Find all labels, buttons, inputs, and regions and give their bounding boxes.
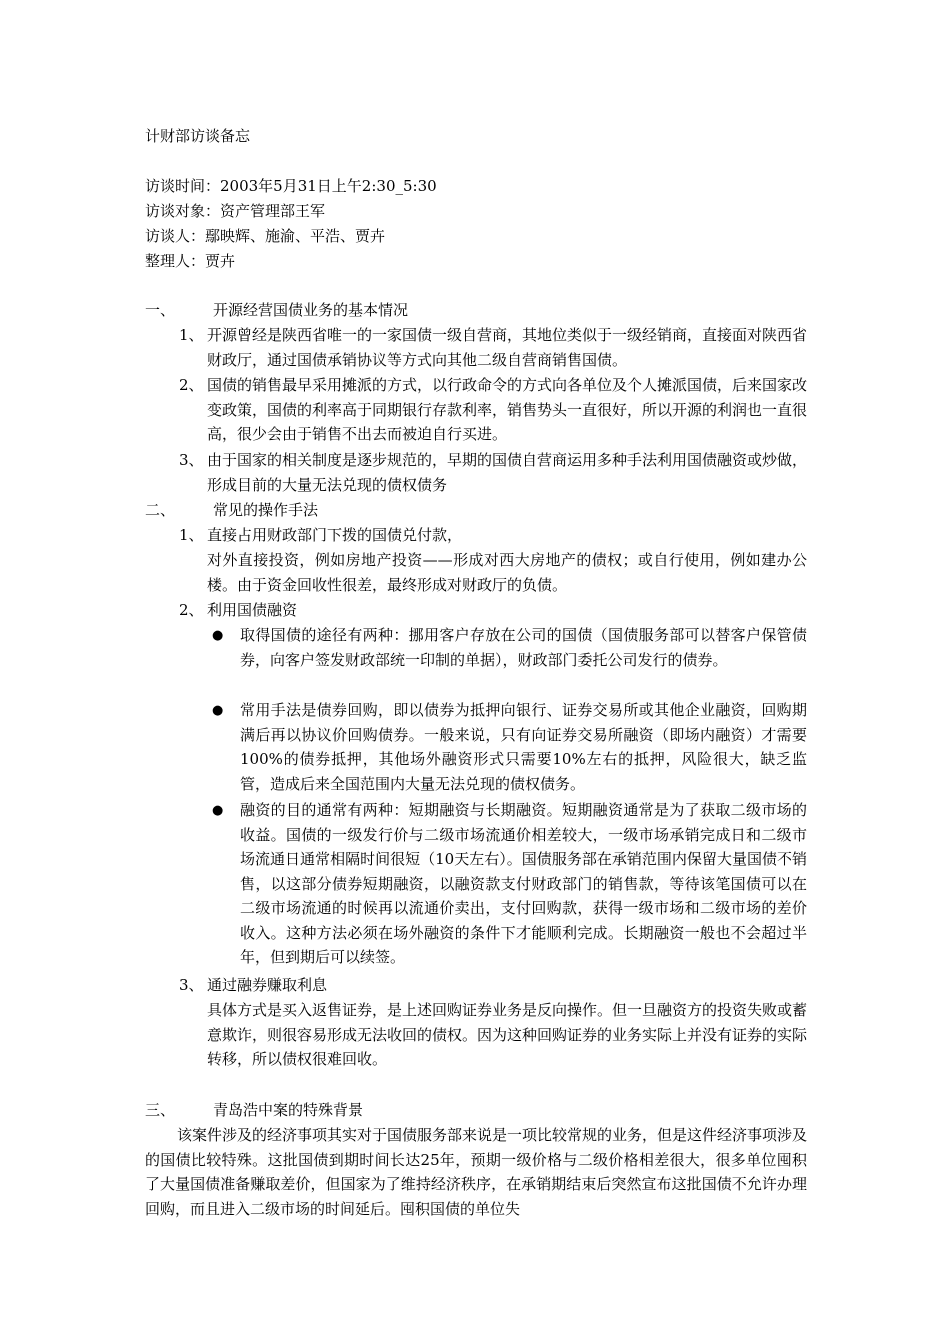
compiler: 整理人：贾卉 bbox=[145, 252, 236, 270]
s2-bullet-3-text: 融资的目的通常有两种：短期融资与长期融资。短期融资通常是为了获取二级市场的收益。国债的一级发行价与二级市场流通价相差较大，一级市场承销完成日和二级市场流通日通常相隔时间很短（10天左右）。国债服务部在承销范围内保留大量国债不销售，以这部分债券短期融资，以融资款支付财政部门的销售款，等待该笔国债可以在二级市场流通的时候再以流通价卖出，支付回购款，获得一级市场和二级市场的差价收入。这种方法必须在场外融资的条件下才能顺利完成。长期融资一般也不会超过半年，但到期后可以续签。 bbox=[240, 801, 807, 966]
s2-item-1-continuation: 对外直接投资，例如房地产投资——形成对西大房地产的债权；或自行使用，例如建办公楼。由于资金回收性很差，最终形成对财政厅的负债。 bbox=[207, 551, 807, 594]
s2-item-1-number: 1、 bbox=[179, 526, 204, 544]
s2-item-2-number: 2、 bbox=[179, 601, 204, 619]
s2-item-3-number: 3、 bbox=[179, 976, 204, 994]
interview-time: 访谈时间：2003年5月31日上午2:30_5:30 bbox=[145, 177, 437, 195]
s2-bullet-1-text: 取得国债的途径有两种：挪用客户存放在公司的国债（国债服务部可以替客户保管债券，向客户签发财政部统一印制的单据），财政部门委托公司发行的债券。 bbox=[240, 626, 807, 669]
document-title: 计财部访谈备忘 bbox=[145, 127, 251, 145]
s1-item-3-text: 由于国家的相关制度是逐步规范的，早期的国债自营商运用多种手法利用国债融资或炒做，形成目前的大量无法兑现的债权债务 bbox=[207, 451, 808, 494]
section-2-title: 常见的操作手法 bbox=[213, 501, 319, 519]
s2-item-2-text: 利用国债融资 bbox=[207, 601, 298, 619]
s2-bullet-2-text: 常用手法是债券回购，即以债券为抵押向银行、证券交易所或其他企业融资，回购期满后再以协议价回购债券。一般来说，只有向证券交易所融资（即场内融资）才需要100%的债券抵押，其他场外融资形式只需要10%左右的抵押，风险很大，缺乏监管，造成后来全国范围内大量无法兑现的债权债务。 bbox=[240, 701, 807, 793]
s1-item-2-text: 国债的销售最早采用摊派的方式，以行政命令的方式向各单位及个人摊派国债，后来国家改变政策，国债的利率高于同期银行存款利率，销售势头一直很好，所以开源的利润也一直很高，很少会由于销售不出去而被迫自行买进。 bbox=[207, 376, 808, 443]
bullet-dot-icon: ● bbox=[212, 628, 224, 643]
section-1-title: 开源经营国债业务的基本情况 bbox=[213, 301, 409, 319]
interview-subject: 访谈对象：资产管理部王军 bbox=[145, 202, 326, 220]
bullet-dot-icon: ● bbox=[212, 803, 224, 818]
s2-item-3-text: 通过融券赚取利息 bbox=[207, 976, 328, 994]
s2-item-3-continuation: 具体方式是买入返售证券，是上述回购证券业务是反向操作。但一旦融资方的投资失败或蓄意欺诈，则很容易形成无法收回的债权。因为这种回购证券的业务实际上并没有证券的实际转移，所以债权很难回收。 bbox=[207, 1001, 808, 1068]
section-3-title: 青岛浩中案的特殊背景 bbox=[213, 1101, 364, 1119]
section-2-number: 二、 bbox=[145, 501, 176, 519]
bullet-dot-icon: ● bbox=[212, 703, 224, 718]
s1-item-1-text: 开源曾经是陕西省唯一的一家国债一级自营商，其地位类似于一级经销商，直接面对陕西省财政厅，通过国债承销协议等方式向其他二级自营商销售国债。 bbox=[207, 326, 808, 369]
section-3-number: 三、 bbox=[145, 1101, 176, 1119]
s1-item-2-number: 2、 bbox=[179, 376, 204, 394]
section-3-paragraph: 该案件涉及的经济事项其实对于国债服务部来说是一项比较常规的业务，但是这件经济事项涉及的国债比较特殊。这批国债到期时间长达25年，预期一级价格与二级价格相差很大，很多单位囤积了大量国债准备赚取差价，但国家为了维持经济秩序，在承销期结束后突然宣布这批国债不允许办理回购，而且进入二级市场的时间延后。囤积国债的单位失 bbox=[145, 1126, 808, 1218]
s1-item-1-number: 1、 bbox=[179, 326, 204, 344]
section-1-number: 一、 bbox=[145, 301, 176, 319]
s1-item-3-number: 3、 bbox=[179, 451, 204, 469]
s2-item-1-text: 直接占用财政部门下拨的国债兑付款， bbox=[207, 526, 463, 544]
interviewers: 访谈人：鄢映辉、施渝、平浩、贾卉 bbox=[145, 227, 386, 245]
